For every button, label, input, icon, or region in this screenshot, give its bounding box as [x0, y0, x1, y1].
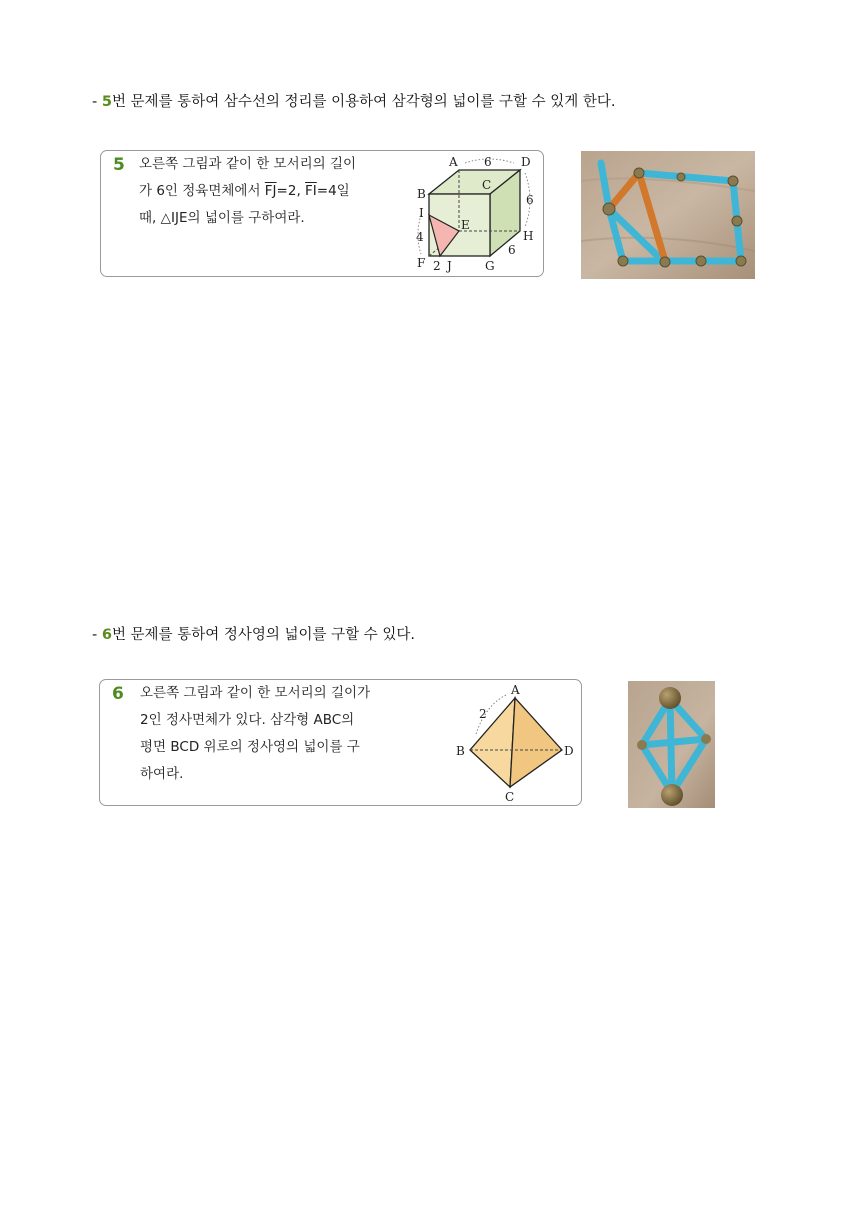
intro-number: 6	[101, 627, 112, 643]
length-ab: 2	[479, 707, 487, 721]
intro-text: 번 문제를 통하여 정사영의 넓이를 구할 수 있다.	[111, 627, 415, 643]
label-b: B	[417, 187, 426, 201]
segment-fi: $\overline{FI}$	[305, 183, 317, 199]
problem-line: 하여라.	[140, 766, 184, 782]
tetrahedron-model-photo	[628, 681, 715, 808]
problem-line: 때, △IJE의 넓이를 구하여라.	[139, 210, 305, 226]
segment-fj: $\overline{FJ}$	[264, 183, 277, 199]
intro-problem-5	[92, 93, 615, 111]
problem-line: 2인 정사면체가 있다. 삼각형 ABC의	[140, 712, 355, 728]
intro-problem-6	[92, 626, 415, 644]
problem-line: 오른쪽 그림과 같이 한 모서리의 길이가	[140, 685, 371, 701]
problem-line-part: =2,	[276, 183, 306, 199]
label-i: I	[419, 206, 424, 220]
tetrahedron-figure	[452, 682, 578, 804]
length-bottom: 6	[508, 243, 516, 257]
problem-5-text	[139, 151, 356, 232]
label-c: C	[482, 178, 492, 192]
label-a: A	[511, 683, 520, 697]
label-f: F	[417, 256, 426, 270]
label-c: C	[505, 790, 515, 804]
problem-5-box	[100, 150, 544, 277]
label-e: E	[461, 218, 470, 232]
length-fj: 2	[433, 259, 441, 273]
label-h: H	[523, 229, 534, 243]
problem-number: 5	[113, 155, 125, 175]
problem-line	[139, 178, 356, 205]
problem-6-text	[140, 680, 370, 788]
label-d: D	[521, 155, 531, 169]
cube-figure	[413, 153, 541, 273]
cube-model-photo	[581, 151, 755, 279]
intro-dash: -	[92, 627, 98, 643]
label-a: A	[449, 155, 458, 169]
label-b: B	[456, 744, 465, 758]
label-g: G	[485, 259, 495, 273]
problem-6-box	[99, 679, 582, 806]
length-top: 6	[484, 155, 492, 169]
length-fi: 4	[416, 230, 424, 244]
problem-number: 6	[112, 684, 124, 704]
problem-line: 오른쪽 그림과 같이 한 모서리의 길이	[139, 156, 357, 172]
label-d: D	[564, 744, 574, 758]
tetra-face-acd	[510, 698, 562, 787]
label-j: J	[447, 259, 452, 273]
problem-line-part: =4일	[316, 183, 350, 199]
tetra-face-abc	[470, 698, 515, 787]
problem-line-part: 가 6인 정육면체에서	[139, 183, 265, 199]
intro-number: 5	[101, 94, 112, 110]
problem-line: 평면 BCD 위로의 정사영의 넓이를 구	[140, 739, 360, 755]
length-right: 6	[526, 193, 534, 207]
intro-dash: -	[92, 94, 98, 110]
intro-text: 번 문제를 통하여 삼수선의 정리를 이용하여 삼각형의 넓이를 구할 수 있게 한다.	[111, 94, 616, 110]
